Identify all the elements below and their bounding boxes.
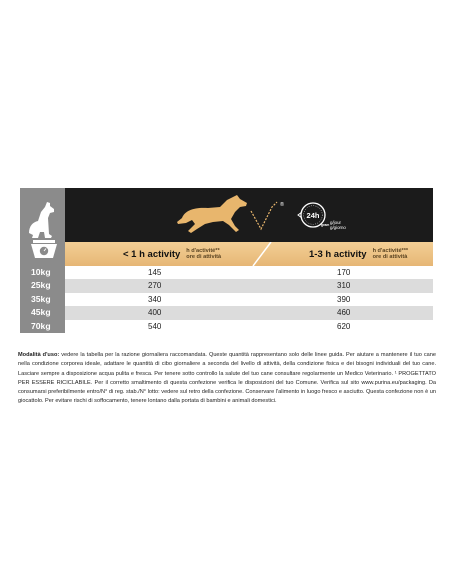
activity-high-label: 1-3 h activity [309,248,367,260]
feeding-rows [65,266,433,333]
activity-header-high [309,242,408,266]
dog-scale-icon [20,188,65,266]
table-row [65,293,433,306]
activity-illustration-band [65,188,433,242]
table-row [65,266,433,279]
feeding-table [20,188,433,333]
grams-high-activity: 460 [337,308,351,318]
grams-low-activity: 400 [148,308,162,318]
weight-label: 10kg [31,267,51,277]
weight-label: 70kg [31,320,51,331]
grams-high-activity: 170 [337,268,351,277]
grams-low-activity: 340 [148,294,162,304]
gram-per-day-fr: g/jour [330,220,341,225]
registered-mark: ® [280,202,285,208]
activity-low-it: ore di attività [186,254,222,260]
weight-label: 35kg [31,293,51,304]
usage-instructions [18,351,436,407]
table-row [65,279,433,292]
grams-high-activity: 310 [337,281,351,291]
activity-line-icon [251,202,277,229]
clock-24h-icon [298,203,329,227]
clock-label: 24h [306,211,320,220]
grams-high-activity: 620 [337,321,351,331]
weight-column [20,188,65,333]
activity-header-low [123,242,221,266]
activity-high-fr: h d'activité*** [372,247,409,254]
gram-unit: gram [321,223,330,227]
usage-text: vedere la tabella per la razione giornaliera raccomandata. Queste quantità rappresentano solo delle linee guida. Per aiutare a mantenere il tuo cane nella condizione corporea ideale, adattare le quantità di cibo giornaliere a seconda del livello di attività, della condizione fisica e dei bisogni individuali del tuo cane. Lasciare sempre a disposizione acqua pulita e fresca. Per tenere sotto controllo la salute del tuo cane consultare regolarmente un Medico Veterinario. ¹ PROGETTATO PER ESSERE RICICLABILE. Per il corretto smaltimento di questa confezione verifica le disposizioni del tuo Comune. Verifica sul sito www.purina.eu/packaging. Da consumarsi preferibilmente entro/N° di reg. stab./N° lotto: vedere sul retro della confezione. Conservare l'alimento in luogo fresco e asciutto. Questa confezione non è un giocattolo. Per evitare rischi di soffocamento, tenere lontano dalla portata di bambini e animali domestici. [18,352,436,405]
weight-label: 25kg [31,280,51,291]
grams-low-activity: 145 [148,268,162,277]
gram-per-day-it: g/giorno [330,225,346,230]
activity-low-fr: h d'activité** [186,247,220,254]
activity-high-it: ore di attività [372,254,408,260]
grams-high-activity: 390 [337,294,351,304]
grams-low-activity: 270 [148,281,162,291]
usage-heading: Modalità d'uso: [18,352,60,358]
running-dog-icon [177,195,247,233]
grams-low-activity: 540 [148,321,162,331]
activity-low-label: < 1 h activity [123,248,181,260]
table-row [65,306,433,319]
table-row [65,320,433,333]
weight-label: 45kg [31,307,51,318]
activity-header-band [65,242,433,266]
